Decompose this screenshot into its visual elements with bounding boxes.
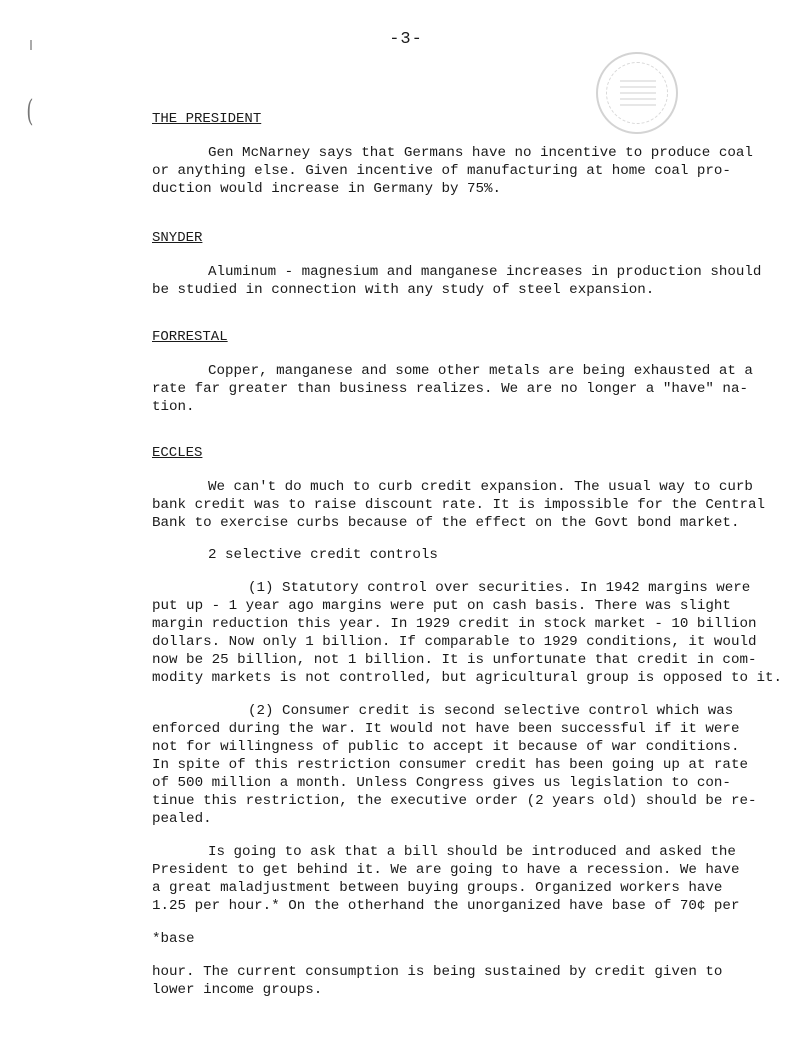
section-the-president: [152, 110, 752, 198]
section-forrestal: [152, 328, 752, 416]
text-line: dollars. Now only 1 billion. If comparable to 1929 conditions, it would: [152, 634, 757, 650]
text-line: now be 25 billion, not 1 billion. It is unfortunate that credit in com-: [152, 652, 757, 668]
section-eccles: [152, 444, 783, 999]
text-line: Copper, manganese and some other metals are being exhausted at a: [208, 363, 753, 379]
document-body: [152, 110, 783, 999]
text-line: duction would increase in Germany by 75%.: [152, 181, 502, 197]
text-line: put up - 1 year ago margins were put on cash basis. There was slight: [152, 598, 731, 614]
paragraph-continuation: [152, 597, 783, 687]
margin-parenthesis-mark: (: [26, 94, 34, 129]
page-number: -3-: [389, 30, 423, 49]
text-line: enforced during the war. It would not have been successful if it were: [152, 721, 740, 737]
text-line: Is going to ask that a bill should be introduced and asked the: [208, 844, 736, 860]
paragraph: [152, 843, 752, 861]
text-line: of 500 million a month. Unless Congress gives us legislation to con-: [152, 775, 731, 791]
text-line: 2 selective credit controls: [208, 547, 438, 563]
text-line: modity markets is not controlled, but agricultural group is opposed to it.: [152, 670, 783, 686]
section-heading: SNYDER: [152, 230, 203, 246]
text-line: Aluminum - magnesium and manganese increases in production should: [208, 264, 762, 280]
text-line: tion.: [152, 399, 195, 415]
paragraph-continuation: [152, 281, 752, 299]
text-line: (2) Consumer credit is second selective control which was: [248, 703, 734, 719]
section-heading: FORRESTAL: [152, 329, 228, 345]
footnote-text: *base: [152, 931, 195, 947]
section-snyder: [152, 229, 762, 299]
paragraph-continuation: [152, 496, 765, 532]
paragraph: [152, 702, 752, 720]
text-line: Bank to exercise curbs because of the effect on the Govt bond market.: [152, 515, 740, 531]
paragraph-continuation: [152, 963, 752, 999]
text-line: Gen McNarney says that Germans have no incentive to produce coal: [208, 145, 753, 161]
text-line: rate far greater than business realizes. We are no longer a "have" na-: [152, 381, 748, 397]
paragraph: [152, 546, 752, 564]
paragraph-continuation: [152, 720, 757, 828]
paragraph-continuation: [152, 162, 752, 198]
paragraph: [152, 579, 752, 597]
paragraph: [152, 362, 752, 380]
text-line: We can't do much to curb credit expansion. The usual way to curb: [208, 479, 753, 495]
text-line: 1.25 per hour.* On the otherhand the unorganized have base of 70¢ per: [152, 898, 740, 914]
text-line: tinue this restriction, the executive order (2 years old) should be re-: [152, 793, 757, 809]
paragraph-continuation: [152, 380, 752, 416]
paragraph-continuation: [152, 861, 752, 915]
section-heading: THE PRESIDENT: [152, 111, 262, 127]
paragraph: [152, 478, 752, 496]
text-line: or anything else. Given incentive of manufacturing at home coal pro-: [152, 163, 731, 179]
footnote: [152, 930, 752, 948]
section-heading: ECCLES: [152, 445, 203, 461]
text-line: President to get behind it. We are going to have a recession. We have: [152, 862, 740, 878]
paragraph: [152, 263, 762, 281]
text-line: bank credit was to raise discount rate. It is impossible for the Central: [152, 497, 765, 513]
text-line: hour. The current consumption is being sustained by credit given to: [152, 964, 723, 980]
text-line: In spite of this restriction consumer credit has been going up at rate: [152, 757, 748, 773]
text-line: a great maladjustment between buying groups. Organized workers have: [152, 880, 723, 896]
text-line: pealed.: [152, 811, 212, 827]
text-line: not for willingness of public to accept it because of war conditions.: [152, 739, 740, 755]
text-line: lower income groups.: [152, 982, 323, 998]
text-line: (1) Statutory control over securities. In 1942 margins were: [248, 580, 751, 596]
paragraph: [152, 144, 752, 162]
text-line: margin reduction this year. In 1929 credit in stock market - 10 billion: [152, 616, 757, 632]
text-line: be studied in connection with any study of steel expansion.: [152, 282, 655, 298]
